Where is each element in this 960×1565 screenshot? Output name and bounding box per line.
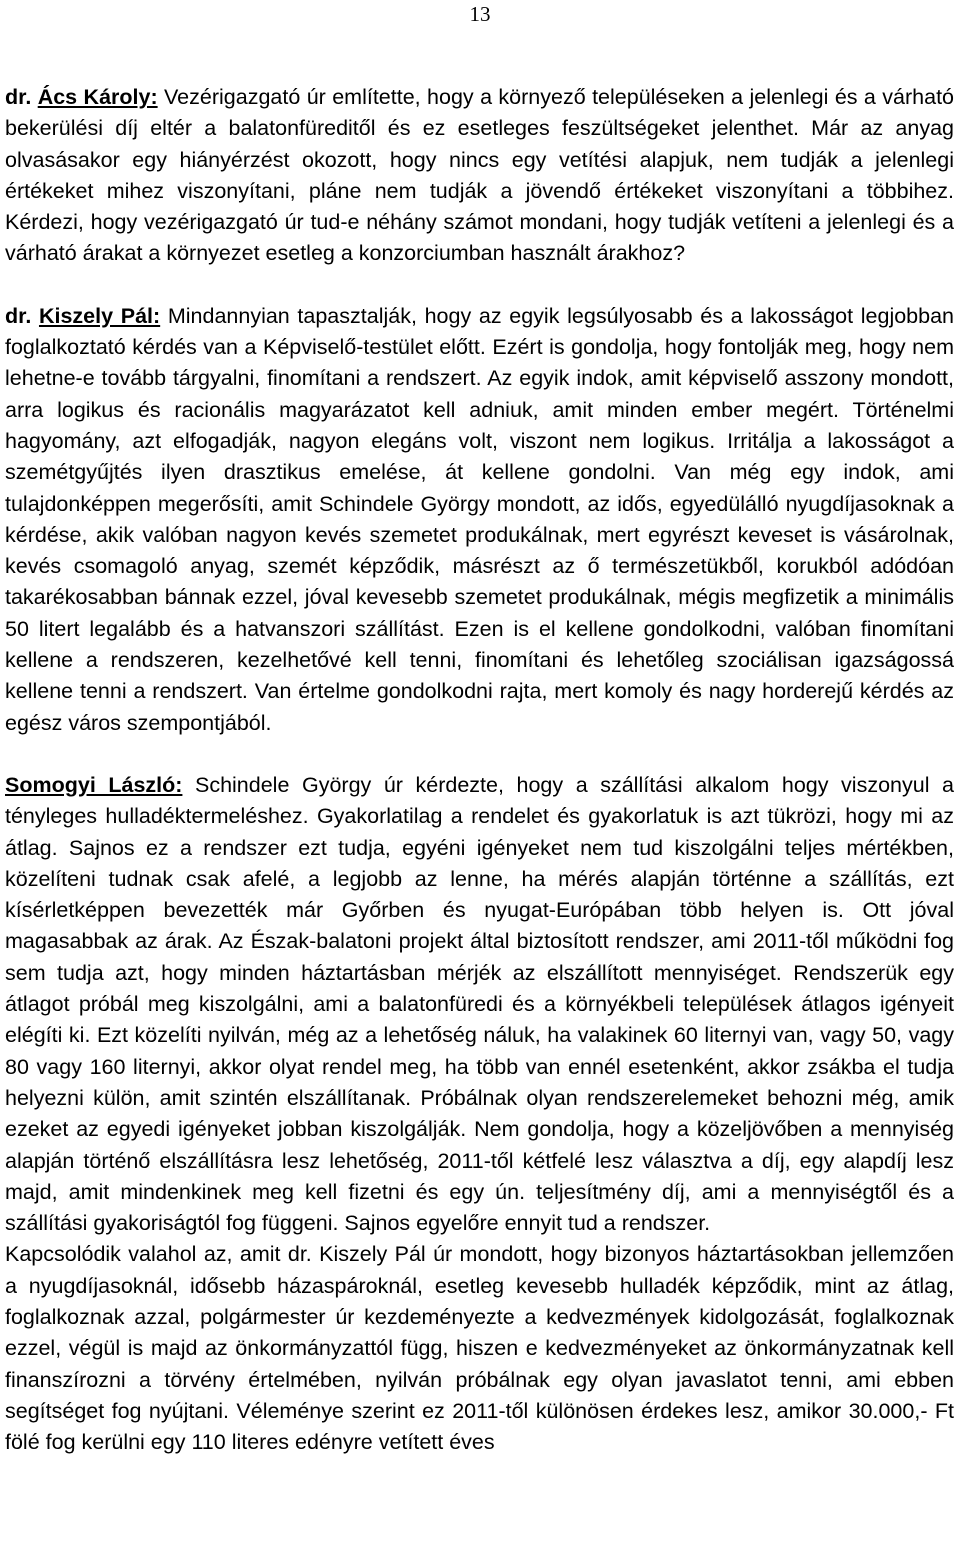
document-body [5, 82, 954, 1458]
paragraph-text: Schindele György úr kérdezte, hogy a szállítási alkalom hogy viszonyul a tényleges hulladéktermeléshez. Gyakorlatilag a rendelet és gyakorlatuk is azt tükrözi, hogy mi az átlag. Sajnos ez a rendszer ezt tudja, egyéni igényeket nem tud kiszolgálni teljes mértékben, közelíteni tudnak csak afelé, a legjobb az lenne, ha mérés alapján történne a szállítás, ezt kísérletképpen bevezették már Győrben és nyugat-Európában több helyen is. Ott jóval magasabbak az árak. Az Észak-balatoni projekt által biztosított rendszer, ami 2011-től működni fog sem tudja azt, hogy minden háztartásban mérjék az elszállított mennyiséget. Rendszerük egy átlagot próbál meg kiszolgálni, ami a balatonfüredi és a környékbeli települések átlagos igényeit elégíti ki. Ezt közelíti nyilván, még az a lehetőség náluk, ha valakinek 60 liternyi van, vagy 50, vagy 80 vagy 160 liternyi, akkor olyat rendel meg, ha több van ennél esetenként, akkor zsákba el tudja helyezni külön, amit szintén elszállítanak. Próbálnak olyan rendszerelemeket behozni még, amik ezeket az egyedi igényeket jobban kiszolgálják. Nem gondolja, hogy a közeljövőben a mennyiség alapján történő elszállításra lesz lehetőség, 2011-től kétfelé lesz választva a díj, egy alapdíj lesz majd, amit mindenkinek meg kell fizetni és egy ún. teljesítmény díj, ami a mennyiségtől és a szállítási gyakoriságtól fog függeni. Sajnos egyelőre ennyit tud a rendszer. [5, 772, 954, 1236]
paragraph-text: Kapcsolódik valahol az, amit dr. Kiszely Pál úr mondott, hogy bizonyos háztartásokban jellemzően a nyugdíjasoknál, idősebb házaspároknál, esetleg kevesebb hulladék képződik, mint az átlag, foglalkoznak azzal, polgármester úr kezdeményezte a kedvezmények kidolgozását, foglalkoznak ezzel, végül is majd az önkormányzattól függ, hiszen e kedvezményeket az önkormányzatnak kell finanszírozni a törvény értelmében, nyilván próbálnak egy olyan javaslatot tenni, ami ebben segítséget fog nyújtani. Véleménye szerint ez 2011-től különösen érdekes lesz, amikor 30.000,- Ft fölé fog kerülni egy 110 literes edényre vetített éves [5, 1242, 954, 1455]
paragraph-kiszely-pal [5, 301, 954, 739]
speaker-prefix: dr. [5, 303, 39, 328]
speaker-prefix: dr. [5, 85, 38, 109]
page-number: 13 [469, 2, 491, 26]
paragraph-text: Vezérigazgató úr említette, hogy a környező településeken a jelenlegi és a várható bekerülési díj eltér a balatonfüreditől és ez esetleges feszültségeket jelenthet. Már az anyag olvasásakor egy hiányérzést okozott, hogy nincs egy vetítési alapjuk, nem tudják a jelenlegi értékeket mihez viszonyítani, pláne nem tudják a jövendő értékeket viszonyítani a többihez. Kérdezi, hogy vezérigazgató úr tud-e néhány számot mondani, hogy tudják vetíteni a jelenlegi és a várható árakat a környezet esetleg a konzorciumban használt árakhoz? [5, 85, 954, 266]
paragraph-text: Mindannyian tapasztalják, hogy az egyik legsúlyosabb és a lakosságot legjobban foglalkoztató kérdés van a Képviselő-testület előtt. Ezért is gondolja, hogy fontolják meg, hogy nem lehetne-e tovább tárgyalni, finomítani a rendszert. Az egyik indok, amit képviselő asszony mondott, arra logikus és racionális magyarázatot kell adniuk, amit minden ember megért. Történelmi hagyomány, azt elfogadják, nagyon elegáns volt, viszont nem logikus. Irritálja a lakosságot a szemétgyűjtés ilyen drasztikus emelése, át kellene gondolni. Van még egy indok, ami tulajdonképpen megerősíti, amit Schindele György mondott, az idős, egyedülálló nyugdíjasoknak a kérdése, akik valóban nagyon kevés szemetet produkálnak, mert egyrészt keveset is vásárolnak, kevés csomagoló anyag, szemét képződik, másrészt az ő természetükből, korukból adódóan takarékosabban bánnak ezzel, jóval kevesebb szemetet produkálnak, mégis megfizetik a minimális 50 litert legalább és a hatvanszori szállítást. Ezen is el kellene gondolkodni, valóban finomítani kellene a rendszeren, kezelhetővé kell tenni, finomítani és lehetőleg szociálisan igazságossá kellene tenni a rendszert. Van értelme gondolkodni rajta, mert komoly és nagy horderejű kérdés az egész város szempontjából. [5, 303, 955, 735]
paragraph-somogyi-laszlo [5, 770, 954, 1239]
paragraph-continuation [5, 1239, 954, 1458]
paragraph-acs-karoly [5, 82, 954, 270]
speaker-name: Somogyi László: [5, 772, 183, 797]
speaker-name: Kiszely Pál: [38, 303, 161, 328]
speaker-name: Ács Károly: [37, 85, 158, 109]
